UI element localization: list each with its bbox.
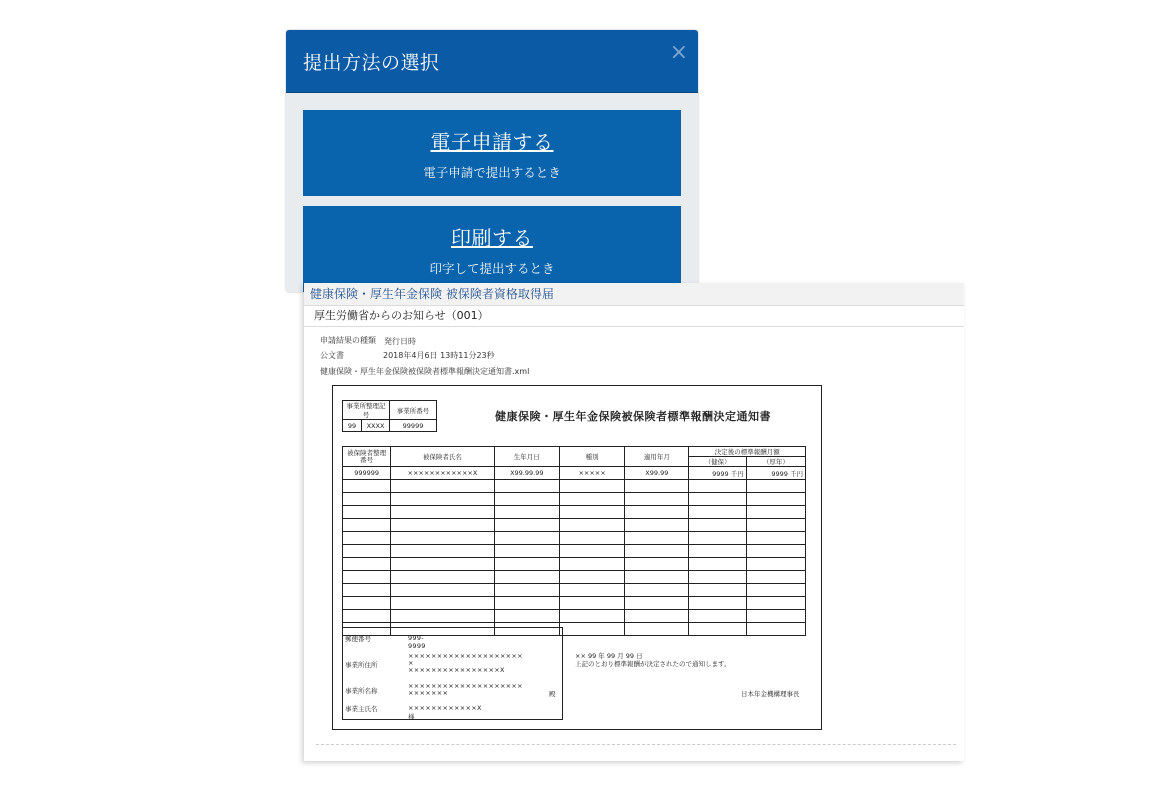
table-cell: [559, 558, 624, 571]
table-cell: [689, 610, 746, 623]
table-cell: [494, 571, 559, 584]
table-cell: [343, 545, 391, 558]
table-cell: [625, 506, 689, 519]
electronic-application-description: 電子申請で提出するとき: [423, 164, 561, 180]
modal-header: [286, 30, 698, 93]
row-health-salary: 9999 千円: [689, 467, 746, 480]
notice-date-message: [575, 652, 730, 668]
table-cell: [689, 545, 746, 558]
table-cell: [689, 519, 746, 532]
table-cell: [746, 584, 805, 597]
table-cell: [746, 571, 805, 584]
issue-date-value: 2018年4月6日 13時11分23秒: [383, 351, 495, 360]
notice-document: [332, 385, 822, 730]
col-standard-salary: 決定後の標準報酬月額: [689, 447, 806, 457]
table-cell: [689, 584, 746, 597]
office-name-line2: ×××××××: [408, 689, 449, 697]
table-cell: [343, 519, 391, 532]
table-cell: [494, 506, 559, 519]
row-pension-salary: 9999 千円: [746, 467, 805, 480]
table-row: [343, 571, 806, 584]
table-row: [343, 532, 806, 545]
table-cell: [689, 558, 746, 571]
table-row: [343, 610, 806, 623]
row-insured-name: ××××××××××××X: [391, 467, 494, 480]
table-cell: [746, 597, 805, 610]
postal-value: 999-9999: [408, 634, 426, 650]
table-cell: [391, 610, 494, 623]
table-cell: [494, 584, 559, 597]
table-cell: [559, 597, 624, 610]
table-cell: [689, 493, 746, 506]
table-cell: [343, 584, 391, 597]
table-cell: [625, 571, 689, 584]
address-value-line3: ××××××××××××××××X: [408, 666, 505, 674]
table-cell: [343, 597, 391, 610]
electronic-application-button[interactable]: [303, 110, 681, 196]
submission-method-modal: [286, 30, 698, 292]
row-birth-date: X99.99.99: [494, 467, 559, 480]
table-cell: [494, 558, 559, 571]
table-cell: [559, 584, 624, 597]
table-cell: [625, 545, 689, 558]
table-cell: [625, 610, 689, 623]
table-cell: [559, 623, 624, 636]
col-pension: （厚年）: [746, 457, 805, 467]
table-cell: [343, 571, 391, 584]
office-code-part1: 99: [343, 420, 362, 432]
table-cell: [343, 532, 391, 545]
table-cell: [689, 480, 746, 493]
table-row: [343, 493, 806, 506]
table-cell: [559, 571, 624, 584]
table-cell: [494, 532, 559, 545]
print-description: 印字して提出するとき: [429, 260, 555, 276]
col-health-insurance: （健保）: [689, 457, 746, 467]
table-cell: [689, 532, 746, 545]
table-cell: [625, 519, 689, 532]
address-box: [342, 627, 563, 720]
table-cell: [625, 623, 689, 636]
table-cell: [625, 584, 689, 597]
col-category: 種別: [559, 447, 624, 467]
table-cell: [494, 597, 559, 610]
address-label: 事業所住所: [345, 661, 378, 669]
col-insured-number: 被保険者整理番号: [343, 447, 391, 467]
table-cell: [343, 558, 391, 571]
table-cell: [391, 571, 494, 584]
table-cell: [559, 506, 624, 519]
table-row: [343, 597, 806, 610]
owner-label: 事業主氏名: [345, 705, 378, 713]
table-cell: [391, 597, 494, 610]
table-cell: [494, 545, 559, 558]
table-cell: [746, 493, 805, 506]
table-row: [343, 467, 806, 480]
table-row: [343, 519, 806, 532]
owner-value: ××××××××××××X 様: [408, 704, 482, 721]
print-button[interactable]: [303, 206, 681, 292]
office-code-header: 事業所整理記号: [343, 401, 390, 420]
table-cell: [494, 493, 559, 506]
table-cell: [625, 532, 689, 545]
modal-body: [286, 93, 698, 292]
table-cell: [391, 545, 494, 558]
table-cell: [391, 506, 494, 519]
result-kind-label: 申請結果の種類: [320, 336, 376, 345]
insured-table: [342, 446, 806, 636]
table-cell: [494, 480, 559, 493]
table-cell: [746, 506, 805, 519]
table-cell: [559, 480, 624, 493]
table-cell: [559, 519, 624, 532]
table-cell: [559, 610, 624, 623]
divider: [316, 744, 956, 745]
table-cell: [746, 610, 805, 623]
col-insured-name: 被保険者氏名: [391, 447, 494, 467]
table-row: [343, 506, 806, 519]
table-cell: [689, 571, 746, 584]
print-label[interactable]: 印刷する: [451, 225, 533, 250]
notice-issuer: 日本年金機構理事長: [741, 690, 800, 698]
table-cell: [689, 597, 746, 610]
row-applicable-month: X99.99: [625, 467, 689, 480]
table-cell: [391, 480, 494, 493]
office-number-value: 99999: [390, 420, 437, 432]
table-row: [343, 558, 806, 571]
table-cell: [746, 623, 805, 636]
postal-label: 郵便番号: [345, 635, 371, 643]
honorific: 殿: [549, 690, 556, 698]
document-title: 健康保険・厚生年金保険 被保険者資格取得届: [304, 283, 964, 306]
row-category: ×××××: [559, 467, 624, 480]
notice-date: ×× 99 年 99 月 99 日: [575, 652, 643, 660]
table-cell: [625, 597, 689, 610]
table-cell: [343, 480, 391, 493]
table-cell: [746, 558, 805, 571]
table-cell: [343, 610, 391, 623]
notice-title: 健康保険・厚生年金保険被保険者標準報酬決定通知書: [495, 410, 771, 423]
table-cell: [746, 480, 805, 493]
office-code-box: [342, 400, 437, 432]
electronic-application-label[interactable]: 電子申請する: [430, 129, 554, 154]
table-cell: [689, 623, 746, 636]
table-cell: [391, 519, 494, 532]
table-cell: [391, 558, 494, 571]
address-value-line2: ×: [408, 659, 414, 667]
table-cell: [343, 493, 391, 506]
office-name-label: 事業所名称: [345, 687, 378, 695]
office-number-header: 事業所番号: [390, 401, 437, 420]
modal-title: 提出方法の選択: [303, 51, 440, 74]
table-cell: [559, 493, 624, 506]
table-cell: [746, 519, 805, 532]
address-value-line1: ××××××××××××××××××××: [408, 652, 523, 660]
col-birth-date: 生年月日: [494, 447, 559, 467]
table-cell: [494, 610, 559, 623]
table-cell: [391, 493, 494, 506]
table-row: [343, 480, 806, 493]
row-insured-number: 999999: [343, 467, 391, 480]
result-kind-value: 公文書: [320, 351, 344, 360]
col-applicable-month: 適用年月: [625, 447, 689, 467]
table-cell: [625, 493, 689, 506]
office-code-part2: XXXX: [362, 420, 390, 432]
table-row: [343, 584, 806, 597]
table-cell: [746, 532, 805, 545]
table-cell: [625, 480, 689, 493]
table-cell: [746, 545, 805, 558]
notice-message: 上記のとおり標準報酬が決定されたので通知します。: [575, 660, 731, 668]
xml-filename[interactable]: 健康保険・厚生年金保険被保険者標準報酬決定通知書.xml: [320, 367, 530, 376]
table-cell: [391, 532, 494, 545]
notice-subtitle: 厚生労働省からのお知らせ（001）: [304, 306, 964, 327]
table-cell: [343, 506, 391, 519]
office-name-line1: ××××××××××××××××××××: [408, 682, 523, 690]
close-icon[interactable]: ×: [669, 40, 688, 65]
table-cell: [559, 532, 624, 545]
table-row: [343, 545, 806, 558]
issue-date-label: 発行日時: [384, 337, 416, 346]
table-cell: [391, 584, 494, 597]
table-cell: [625, 558, 689, 571]
table-cell: [559, 545, 624, 558]
table-cell: [494, 519, 559, 532]
table-cell: [689, 506, 746, 519]
